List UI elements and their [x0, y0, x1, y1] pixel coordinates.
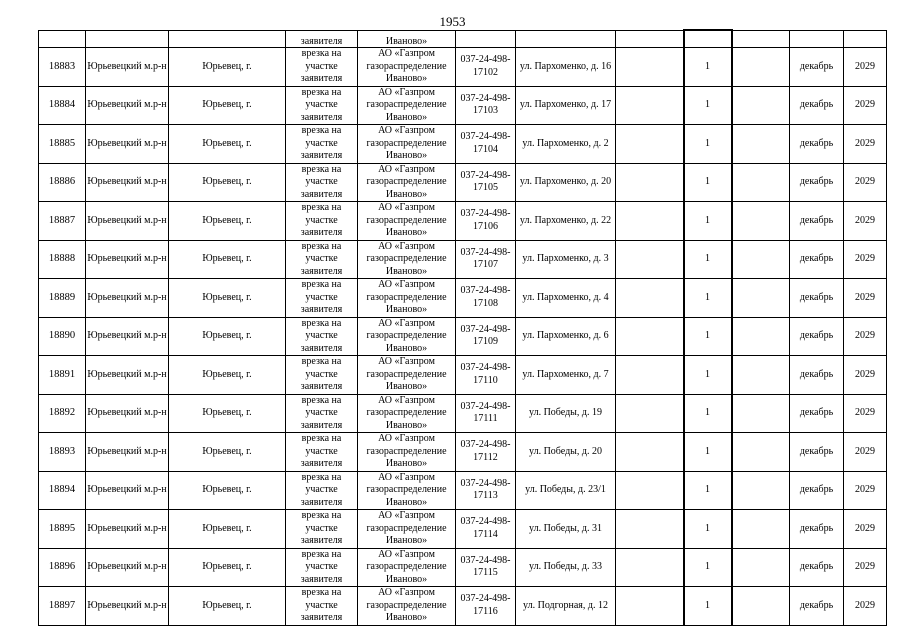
cell-district: Юрьевецкий м.р-н — [86, 587, 169, 626]
cell-district: Юрьевецкий м.р-н — [86, 510, 169, 549]
cell-org: АО «Газпром газораспределение Иваново» — [358, 317, 456, 356]
cell-empty-1 — [616, 86, 684, 125]
cell-org: АО «Газпром газораспределение Иваново» — [358, 163, 456, 202]
cell-method: врезка на участке заявителя — [286, 163, 358, 202]
cell-address: ул. Пархоменко, д. 4 — [516, 279, 616, 318]
cell-district: Юрьевецкий м.р-н — [86, 125, 169, 164]
cell-qty: 1 — [684, 394, 732, 433]
gas-connection-table — [38, 29, 887, 626]
cell-method: врезка на участке заявителя — [286, 202, 358, 241]
cell-id: 18887 — [39, 202, 86, 241]
cell-org: Иваново» — [358, 30, 456, 48]
table-row — [39, 471, 887, 510]
cell-empty-1 — [616, 163, 684, 202]
cell-year: 2029 — [844, 279, 887, 318]
cell-code: 037-24-498-17110 — [456, 356, 516, 395]
cell-qty: 1 — [684, 86, 732, 125]
cell-district: Юрьевецкий м.р-н — [86, 163, 169, 202]
table-row — [39, 279, 887, 318]
cell-month: декабрь — [790, 240, 844, 279]
cell-qty: 1 — [684, 279, 732, 318]
cell-district: Юрьевецкий м.р-н — [86, 394, 169, 433]
cell-org: АО «Газпром газораспределение Иваново» — [358, 125, 456, 164]
cell-year: 2029 — [844, 394, 887, 433]
cell-method: врезка на участке заявителя — [286, 471, 358, 510]
cell-code: 037-24-498-17116 — [456, 587, 516, 626]
cell-year: 2029 — [844, 471, 887, 510]
cell-address: ул. Пархоменко, д. 22 — [516, 202, 616, 241]
table-row — [39, 356, 887, 395]
cell-code: 037-24-498-17109 — [456, 317, 516, 356]
cell-month: декабрь — [790, 279, 844, 318]
cell-qty: 1 — [684, 587, 732, 626]
cell-empty-1 — [616, 394, 684, 433]
cell-city: Юрьевец, г. — [169, 394, 286, 433]
cell-empty-2 — [732, 125, 790, 164]
cell-method: врезка на участке заявителя — [286, 587, 358, 626]
cell-address: ул. Пархоменко, д. 16 — [516, 48, 616, 87]
cell-district: Юрьевецкий м.р-н — [86, 317, 169, 356]
cell-address: ул. Пархоменко, д. 3 — [516, 240, 616, 279]
cell-qty: 1 — [684, 548, 732, 587]
table-row — [39, 163, 887, 202]
cell-address: ул. Победы, д. 19 — [516, 394, 616, 433]
cell-empty-2 — [732, 86, 790, 125]
table-row — [39, 48, 887, 87]
cell-id: 18891 — [39, 356, 86, 395]
cell-org: АО «Газпром газораспределение Иваново» — [358, 394, 456, 433]
cell-district: Юрьевецкий м.р-н — [86, 86, 169, 125]
cell-code: 037-24-498-17112 — [456, 433, 516, 472]
cell-year: 2029 — [844, 587, 887, 626]
cell-method: врезка на участке заявителя — [286, 317, 358, 356]
cell-year: 2029 — [844, 548, 887, 587]
cell-empty-2 — [732, 548, 790, 587]
cell-city: Юрьевец, г. — [169, 548, 286, 587]
cell-district: Юрьевецкий м.р-н — [86, 356, 169, 395]
cell-code: 037-24-498-17104 — [456, 125, 516, 164]
cell-code: 037-24-498-17105 — [456, 163, 516, 202]
cell-address: ул. Подгорная, д. 12 — [516, 587, 616, 626]
cell-code: 037-24-498-17107 — [456, 240, 516, 279]
cell-method: врезка на участке заявителя — [286, 48, 358, 87]
cell-empty-2 — [732, 356, 790, 395]
cell-month: декабрь — [790, 202, 844, 241]
cell-id: 18888 — [39, 240, 86, 279]
table-row — [39, 202, 887, 241]
table-body — [39, 30, 887, 625]
cell-month: декабрь — [790, 548, 844, 587]
cell-year: 2029 — [844, 48, 887, 87]
cell-org: АО «Газпром газораспределение Иваново» — [358, 202, 456, 241]
cell-year: 2029 — [844, 240, 887, 279]
cell-qty: 1 — [684, 356, 732, 395]
cell-method: врезка на участке заявителя — [286, 394, 358, 433]
cell-method: врезка на участке заявителя — [286, 356, 358, 395]
cell-empty-1 — [616, 433, 684, 472]
cell-id: 18895 — [39, 510, 86, 549]
cell-org: АО «Газпром газораспределение Иваново» — [358, 510, 456, 549]
cell-city: Юрьевец, г. — [169, 86, 286, 125]
cell-empty-2 — [732, 202, 790, 241]
cell-org: АО «Газпром газораспределение Иваново» — [358, 48, 456, 87]
cell-city: Юрьевец, г. — [169, 433, 286, 472]
cell-empty-1 — [616, 548, 684, 587]
cell-address: ул. Победы, д. 31 — [516, 510, 616, 549]
cell-city: Юрьевец, г. — [169, 587, 286, 626]
table-row — [39, 433, 887, 472]
cell-empty-1 — [616, 202, 684, 241]
cell-address: ул. Пархоменко, д. 17 — [516, 86, 616, 125]
cell-empty-1 — [616, 240, 684, 279]
cell-method: врезка на участке заявителя — [286, 433, 358, 472]
cell-id: 18890 — [39, 317, 86, 356]
cell-qty: 1 — [684, 433, 732, 472]
cell-empty-2 — [732, 510, 790, 549]
cell-code: 037-24-498-17106 — [456, 202, 516, 241]
cell-year: 2029 — [844, 202, 887, 241]
cell-method: врезка на участке заявителя — [286, 548, 358, 587]
cell-id: 18897 — [39, 587, 86, 626]
cell-city: Юрьевец, г. — [169, 317, 286, 356]
cell-org: АО «Газпром газораспределение Иваново» — [358, 587, 456, 626]
cell-id: 18893 — [39, 433, 86, 472]
cell-qty: 1 — [684, 317, 732, 356]
cell-empty-2 — [732, 240, 790, 279]
cell-city: Юрьевец, г. — [169, 202, 286, 241]
cell-empty-1 — [616, 125, 684, 164]
cell-qty: 1 — [684, 240, 732, 279]
cell-month: декабрь — [790, 394, 844, 433]
cell-empty-2 — [732, 317, 790, 356]
cell-empty-1 — [616, 48, 684, 87]
cell-org: АО «Газпром газораспределение Иваново» — [358, 433, 456, 472]
cell-id: 18884 — [39, 86, 86, 125]
cell-code: 037-24-498-17103 — [456, 86, 516, 125]
cell-address: ул. Победы, д. 23/1 — [516, 471, 616, 510]
cell-empty-1 — [616, 356, 684, 395]
table-row — [39, 548, 887, 587]
cell-empty-2 — [732, 48, 790, 87]
cell-qty: 1 — [684, 48, 732, 87]
cell-method: заявителя — [286, 30, 358, 48]
cell-code: 037-24-498-17102 — [456, 48, 516, 87]
table-row — [39, 86, 887, 125]
cell-org: АО «Газпром газораспределение Иваново» — [358, 240, 456, 279]
cell-empty-2 — [732, 279, 790, 318]
cell-method: врезка на участке заявителя — [286, 279, 358, 318]
table-row — [39, 125, 887, 164]
cell-district: Юрьевецкий м.р-н — [86, 279, 169, 318]
cell-district: Юрьевецкий м.р-н — [86, 433, 169, 472]
cell-address: ул. Пархоменко, д. 6 — [516, 317, 616, 356]
cell-code: 037-24-498-17113 — [456, 471, 516, 510]
cell-address: ул. Пархоменко, д. 2 — [516, 125, 616, 164]
page-number: 1953 — [439, 14, 466, 29]
cell-district: Юрьевецкий м.р-н — [86, 471, 169, 510]
cell-city: Юрьевец, г. — [169, 279, 286, 318]
cell-id: 18889 — [39, 279, 86, 318]
cell-method: врезка на участке заявителя — [286, 125, 358, 164]
cell-method: врезка на участке заявителя — [286, 510, 358, 549]
cell-org: АО «Газпром газораспределение Иваново» — [358, 356, 456, 395]
cell-code: 037-24-498-17114 — [456, 510, 516, 549]
cell-empty-1 — [616, 471, 684, 510]
cell-qty: 1 — [684, 125, 732, 164]
cell-empty-1 — [616, 510, 684, 549]
cell-city: Юрьевец, г. — [169, 510, 286, 549]
cell-month: декабрь — [790, 471, 844, 510]
continuation-row — [39, 30, 887, 48]
cell-id: 18892 — [39, 394, 86, 433]
cell-org: АО «Газпром газораспределение Иваново» — [358, 279, 456, 318]
cell-empty-1 — [616, 587, 684, 626]
cell-month: декабрь — [790, 163, 844, 202]
cell-qty: 1 — [684, 202, 732, 241]
cell-id: 18894 — [39, 471, 86, 510]
cell-month: декабрь — [790, 356, 844, 395]
cell-qty: 1 — [684, 510, 732, 549]
cell-year: 2029 — [844, 163, 887, 202]
cell-empty-2 — [732, 433, 790, 472]
cell-month: декабрь — [790, 510, 844, 549]
cell-city: Юрьевец, г. — [169, 163, 286, 202]
table-row — [39, 587, 887, 626]
cell-code: 037-24-498-17111 — [456, 394, 516, 433]
cell-city: Юрьевец, г. — [169, 125, 286, 164]
cell-month: декабрь — [790, 86, 844, 125]
cell-empty-2 — [732, 587, 790, 626]
cell-year: 2029 — [844, 317, 887, 356]
table-row — [39, 510, 887, 549]
cell-city: Юрьевец, г. — [169, 240, 286, 279]
cell-id: 18885 — [39, 125, 86, 164]
cell-empty-2 — [732, 471, 790, 510]
cell-address: ул. Победы, д. 20 — [516, 433, 616, 472]
cell-org: АО «Газпром газораспределение Иваново» — [358, 86, 456, 125]
cell-month: декабрь — [790, 587, 844, 626]
cell-city: Юрьевец, г. — [169, 356, 286, 395]
cell-method: врезка на участке заявителя — [286, 86, 358, 125]
cell-year: 2029 — [844, 356, 887, 395]
cell-district: Юрьевецкий м.р-н — [86, 48, 169, 87]
cell-year: 2029 — [844, 125, 887, 164]
cell-city: Юрьевец, г. — [169, 48, 286, 87]
cell-month: декабрь — [790, 125, 844, 164]
cell-id: 18886 — [39, 163, 86, 202]
cell-year: 2029 — [844, 86, 887, 125]
cell-month: декабрь — [790, 48, 844, 87]
cell-qty: 1 — [684, 471, 732, 510]
table-row — [39, 240, 887, 279]
cell-empty-1 — [616, 279, 684, 318]
cell-month: декабрь — [790, 317, 844, 356]
cell-qty: 1 — [684, 163, 732, 202]
cell-year: 2029 — [844, 510, 887, 549]
cell-district: Юрьевецкий м.р-н — [86, 240, 169, 279]
cell-empty-2 — [732, 394, 790, 433]
cell-city: Юрьевец, г. — [169, 471, 286, 510]
cell-org: АО «Газпром газораспределение Иваново» — [358, 471, 456, 510]
cell-id: 18896 — [39, 548, 86, 587]
cell-code: 037-24-498-17108 — [456, 279, 516, 318]
cell-address: ул. Пархоменко, д. 20 — [516, 163, 616, 202]
cell-empty-2 — [732, 163, 790, 202]
cell-code: 037-24-498-17115 — [456, 548, 516, 587]
cell-year: 2029 — [844, 433, 887, 472]
cell-month: декабрь — [790, 433, 844, 472]
table-row — [39, 394, 887, 433]
cell-id: 18883 — [39, 48, 86, 87]
cell-empty-1 — [616, 317, 684, 356]
cell-org: АО «Газпром газораспределение Иваново» — [358, 548, 456, 587]
table-row — [39, 317, 887, 356]
cell-method: врезка на участке заявителя — [286, 240, 358, 279]
cell-district: Юрьевецкий м.р-н — [86, 202, 169, 241]
cell-address: ул. Победы, д. 33 — [516, 548, 616, 587]
cell-address: ул. Пархоменко, д. 7 — [516, 356, 616, 395]
cell-district: Юрьевецкий м.р-н — [86, 548, 169, 587]
